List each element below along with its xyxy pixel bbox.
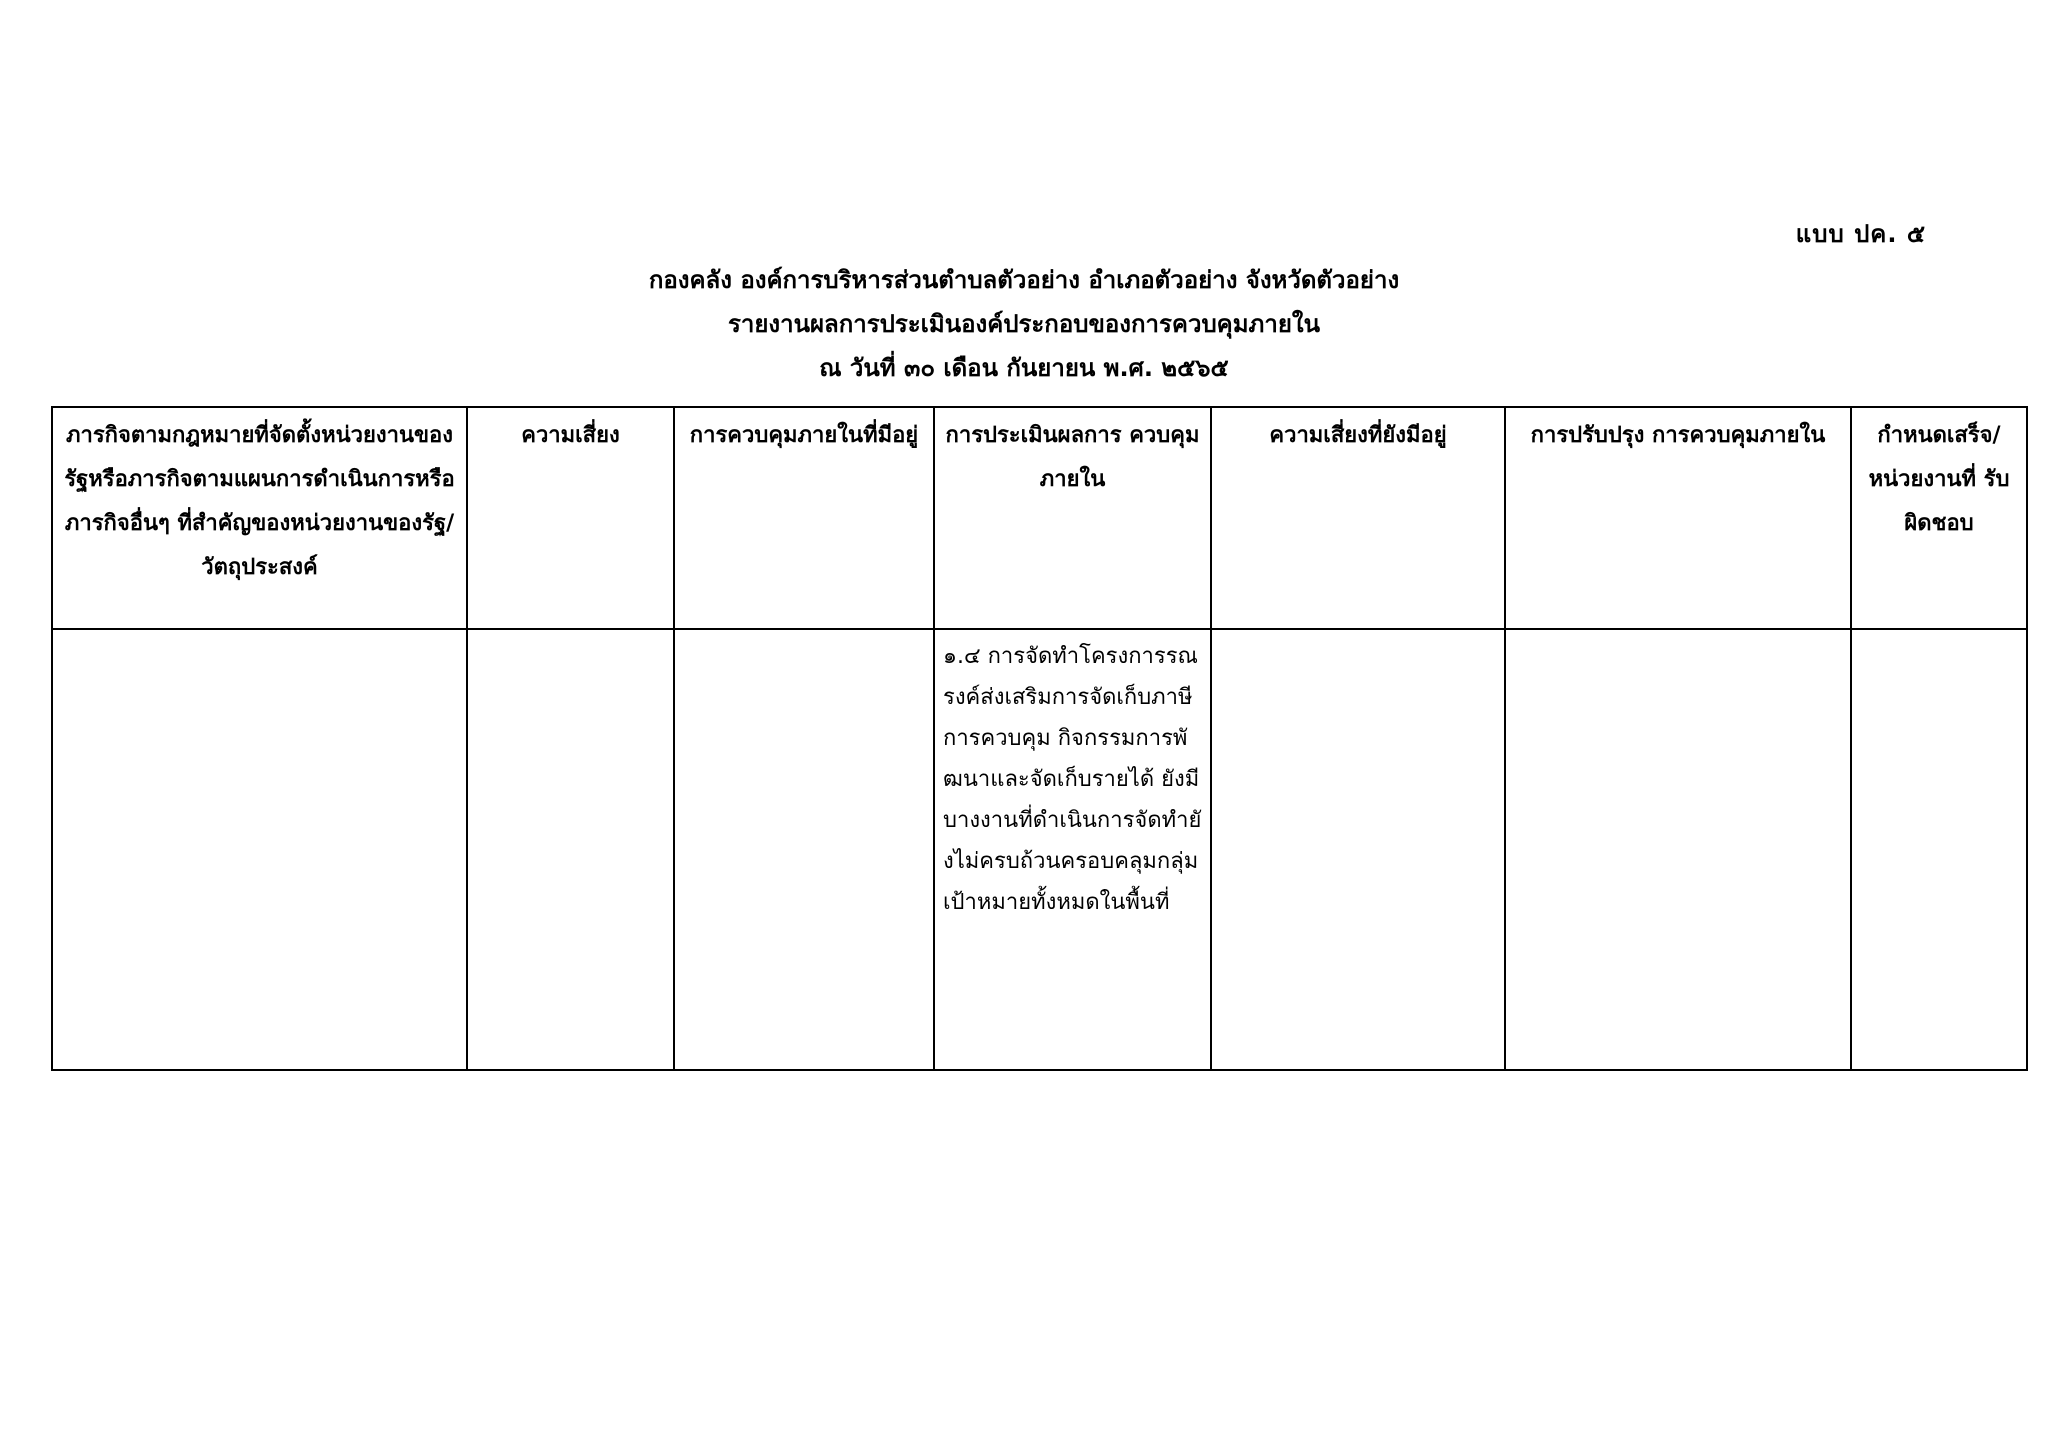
table-row [52,629,2027,1070]
evaluation-text: ๑.๔ การจัดทำโครงการรณรงค์ส่งเสริมการจัดเก็บภาษี การควบคุม กิจกรรมการพัฒนาและจัดเก็บรายได้ ยังมีบางงานที่ดำเนินการจัดทำยังไม่ครบถ้วนครอบคลุมกลุ่มเป้าหมายทั้งหมดในพื้นที่ [943,644,1202,915]
report-heading [0,258,2048,390]
table-header-row [52,407,2027,629]
header-evaluation: การประเมินผลการ ควบคุมภายใน [934,407,1211,629]
cell-evaluation [934,629,1211,1070]
cell-remaining-risk [1211,629,1505,1070]
header-improvement: การปรับปรุง การควบคุมภายใน [1505,407,1851,629]
form-code: แบบ ปค. ๕ [1795,220,1926,248]
heading-report-title: รายงานผลการประเมินองค์ประกอบของการควบคุมภายใน [727,310,1321,338]
cell-risk [467,629,674,1070]
header-mission: ภารกิจตามกฎหมายที่จัดตั้งหน่วยงานของรัฐหรือภารกิจตามแผนการดำเนินการหรือภารกิจอื่นๆ ที่สำคัญของหน่วยงานของรัฐ/ วัตถุประสงค์ [52,407,467,629]
cell-improvement [1505,629,1851,1070]
header-due-responsible: กำหนดเสร็จ/ หน่วยงานที่ รับผิดชอบ [1851,407,2027,629]
cell-mission [52,629,467,1070]
cell-due-responsible [1851,629,2027,1070]
header-risk: ความเสี่ยง [467,407,674,629]
header-remaining-risk: ความเสี่ยงที่ยังมีอยู่ [1211,407,1505,629]
evaluation-table [51,406,2028,1071]
heading-report-date: ณ วันที่ ๓๐ เดือน กันยายน พ.ศ. ๒๕๖๕ [819,354,1229,382]
cell-existing-control [674,629,934,1070]
heading-organization: กองคลัง องค์การบริหารส่วนตำบลตัวอย่าง อำเภอตัวอย่าง จังหวัดตัวอย่าง [648,266,1400,294]
header-existing-control: การควบคุมภายในที่มีอยู่ [674,407,934,629]
